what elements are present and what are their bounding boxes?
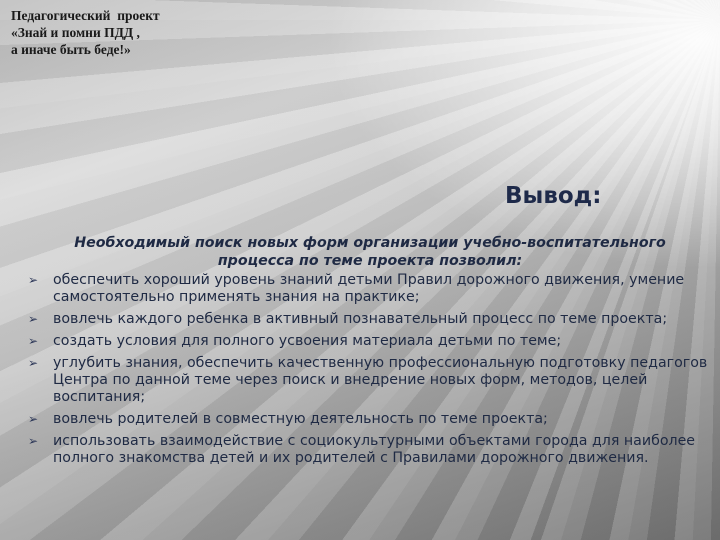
list-item-text: вовлечь каждого ребенка в активный познавательный процесс по теме проекта;	[53, 311, 668, 327]
header-line-3: а иначе быть беде!»	[11, 42, 131, 57]
list-item-text: создать условия для полного усвоения материала детьми по теме;	[53, 333, 562, 349]
slide-title: Вывод:	[505, 183, 602, 209]
intro-line-1: Необходимый поиск новых форм организации учебно-воспитательного	[74, 235, 666, 251]
arrow-bullet-icon: ➢	[28, 334, 39, 348]
list-item	[28, 411, 708, 428]
header-line-1: Педагогический проект	[11, 8, 160, 23]
intro-line-2: процесса по теме проекта позволил:	[217, 253, 523, 269]
project-header	[11, 7, 160, 58]
arrow-bullet-icon: ➢	[28, 434, 39, 448]
arrow-bullet-icon: ➢	[28, 312, 39, 326]
conclusion-list	[28, 272, 708, 472]
list-item-text: обеспечить хороший уровень знаний детьми Правил дорожного движения, умение самостоятельно применять знания на практике;	[53, 272, 685, 305]
header-line-2: «Знай и помни ПДД ,	[11, 25, 140, 40]
list-item-text: углубить знания, обеспечить качественную профессиональную подготовку педагогов Центра по данной теме через поиск и внедрение новых форм, методов, целей воспитания;	[53, 355, 708, 405]
arrow-bullet-icon: ➢	[28, 356, 39, 370]
list-item	[28, 433, 708, 467]
list-item-text: использовать взаимодействие с социокультурными объектами города для наиболее полного знакомства детей и их родителей с Правилами дорожного движения.	[53, 433, 696, 466]
intro-text	[30, 234, 710, 270]
arrow-bullet-icon: ➢	[28, 412, 39, 426]
list-item	[28, 311, 708, 328]
list-item-text: вовлечь родителей в совместную деятельность по теме проекта;	[53, 411, 548, 427]
list-item	[28, 355, 708, 406]
arrow-bullet-icon: ➢	[28, 273, 39, 287]
list-item	[28, 272, 708, 306]
list-item	[28, 333, 708, 350]
